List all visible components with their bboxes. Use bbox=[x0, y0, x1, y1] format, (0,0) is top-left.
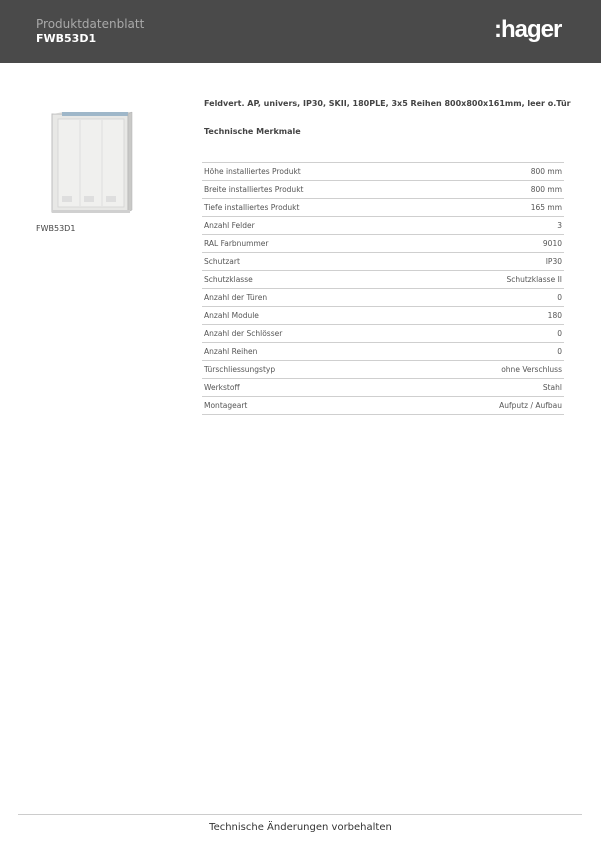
spec-label: Anzahl Felder bbox=[204, 221, 255, 230]
spec-row bbox=[202, 342, 564, 360]
spec-value: 800 mm bbox=[530, 185, 562, 194]
spec-row bbox=[202, 270, 564, 288]
spec-label: Höhe installiertes Produkt bbox=[204, 167, 301, 176]
spec-value: IP30 bbox=[545, 257, 562, 266]
spec-label: Schutzart bbox=[204, 257, 240, 266]
product-description: Feldvert. AP, univers, IP30, SKII, 180PLE, 3x5 Reihen 800x800x161mm, leer o.Tür bbox=[204, 99, 571, 108]
spec-value: 9010 bbox=[542, 239, 562, 248]
footer-note: Technische Änderungen vorbehalten bbox=[209, 822, 392, 833]
spec-label: Tiefe installiertes Produkt bbox=[204, 203, 300, 212]
spec-label: Schutzklasse bbox=[204, 275, 253, 284]
spec-value: ohne Verschluss bbox=[501, 365, 562, 374]
product-image bbox=[48, 110, 134, 216]
brand-logo: :hager bbox=[494, 16, 562, 43]
spec-value: 0 bbox=[557, 347, 562, 356]
spec-label: Breite installiertes Produkt bbox=[204, 185, 304, 194]
spec-row bbox=[202, 378, 564, 396]
spec-value: 0 bbox=[557, 329, 562, 338]
spec-label: Anzahl der Türen bbox=[204, 293, 268, 302]
spec-row bbox=[202, 396, 564, 415]
image-caption: FWB53D1 bbox=[36, 224, 76, 233]
spec-value: 800 mm bbox=[530, 167, 562, 176]
spec-label: RAL Farbnummer bbox=[204, 239, 269, 248]
spec-label: Anzahl Reihen bbox=[204, 347, 258, 356]
footer-divider bbox=[18, 814, 582, 815]
spec-row bbox=[202, 288, 564, 306]
spec-value: 180 bbox=[547, 311, 562, 320]
spec-value: 165 mm bbox=[530, 203, 562, 212]
spec-row bbox=[202, 162, 564, 180]
specs-title: Technische Merkmale bbox=[204, 127, 301, 136]
document-type: Produktdatenblatt bbox=[36, 17, 145, 31]
spec-row bbox=[202, 180, 564, 198]
spec-value: Stahl bbox=[542, 383, 562, 392]
page-header bbox=[0, 0, 601, 63]
spec-label: Werkstoff bbox=[204, 383, 240, 392]
spec-value: 0 bbox=[557, 293, 562, 302]
spec-row bbox=[202, 234, 564, 252]
spec-row bbox=[202, 360, 564, 378]
spec-label: Türschliessungstyp bbox=[204, 365, 276, 374]
spec-row bbox=[202, 216, 564, 234]
spec-value: 3 bbox=[557, 221, 562, 230]
spec-row bbox=[202, 198, 564, 216]
spec-row bbox=[202, 306, 564, 324]
spec-label: Anzahl Module bbox=[204, 311, 259, 320]
spec-value: Schutzklasse II bbox=[506, 275, 562, 284]
specs-table bbox=[202, 162, 564, 415]
article-number: FWB53D1 bbox=[36, 32, 97, 45]
spec-label: Anzahl der Schlösser bbox=[204, 329, 283, 338]
spec-label: Montageart bbox=[204, 401, 248, 410]
spec-row bbox=[202, 252, 564, 270]
spec-value: Aufputz / Aufbau bbox=[499, 401, 562, 410]
spec-row bbox=[202, 324, 564, 342]
